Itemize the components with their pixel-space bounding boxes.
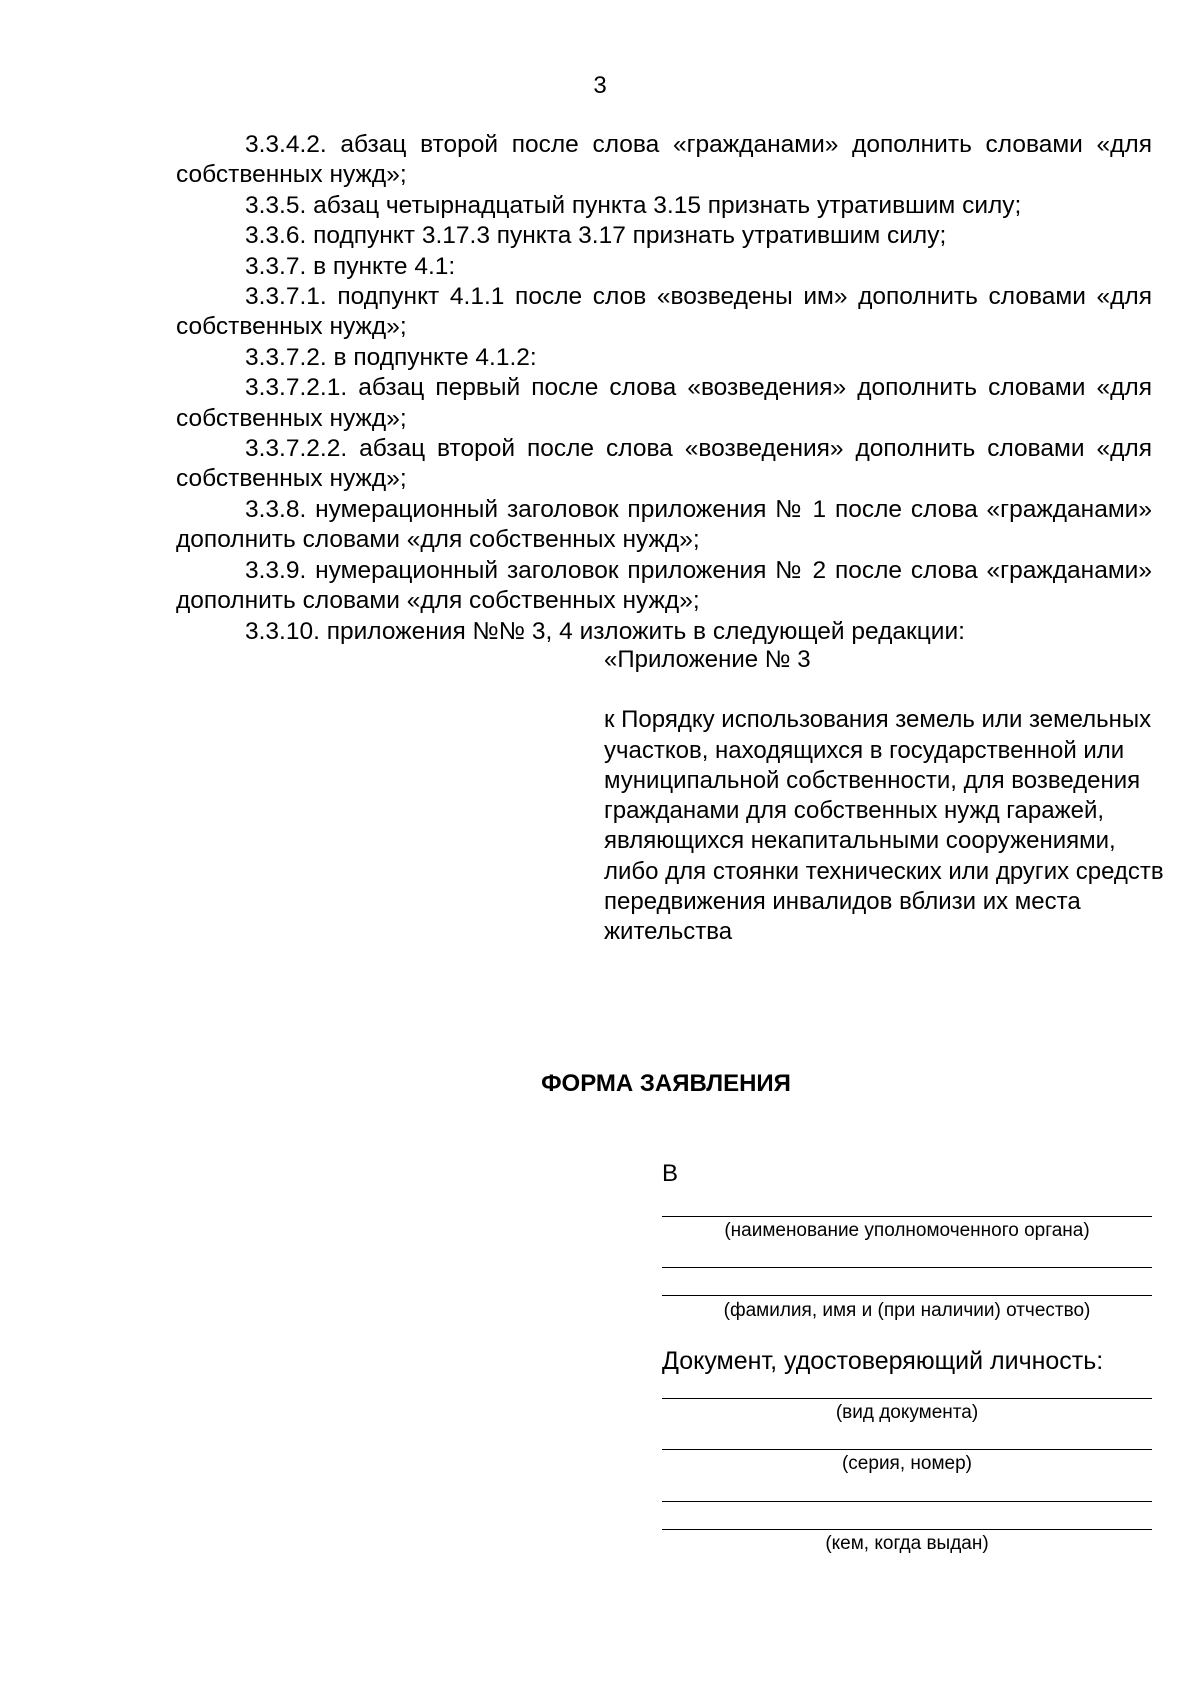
paragraph-3-3-5: 3.3.5. абзац четырнадцатый пункта 3.15 признать утратившим силу; (245, 191, 1022, 219)
identity-document-label: Документ, удостоверяющий личность: (662, 1347, 1104, 1375)
paragraph-3-3-6: 3.3.6. подпункт 3.17.3 пункта 3.17 признать утратившим силу; (245, 222, 947, 250)
to-label: В (662, 1160, 679, 1187)
paragraph-3-3-7: 3.3.7. в пункте 4.1: (245, 252, 456, 280)
series-caption: (серия, номер) (841, 1453, 972, 1474)
appendix-title: «Приложение № 3 (604, 646, 811, 673)
amendments-text (176, 130, 1152, 647)
authority-caption: (наименование уполномоченного органа) (724, 1220, 1090, 1241)
authority-field-line[interactable] (662, 1216, 1152, 1217)
paragraph-3-3-4-2: 3.3.4.2. абзац второй после слова «гражданами» дополнить словами «для собственных нужд»; (176, 131, 1152, 189)
paragraph-3-3-8: 3.3.8. нумерационный заголовок приложения № 1 после слова «гражданами» дополнить словами «для собственных нужд»; (176, 495, 1152, 554)
paragraph-3-3-9: 3.3.9. нумерационный заголовок приложения № 2 после слова «гражданами» дополнить словами «для собственных нужд»; (176, 556, 1152, 615)
paragraph-3-3-7-2-2: 3.3.7.2.2. абзац второй после слова «возведения» дополнить словами «для собственных нужд»; (176, 435, 1152, 493)
paragraph-3-3-10: 3.3.10. приложения №№ 3, 4 изложить в следующей редакции: (245, 617, 965, 645)
paragraph-3-3-7-2-1: 3.3.7.2.1. абзац первый после слова «возведения» дополнить словами «для собственных нужд»; (176, 374, 1152, 432)
doc-type-caption: (вид документа) (835, 1402, 979, 1423)
issued-field-line-1[interactable] (662, 1501, 1152, 1502)
series-field-line[interactable] (662, 1449, 1152, 1450)
appendix-description: к Порядку использования земель или земельных участков, находящихся в государственной или муниципальной собственности, для возведения гражданами для собственных нужд гаражей, являющихся некапитальными сооружениями, либо для стоянки технических или других средств передвижения инвалидов вблизи их места жительства (604, 706, 1164, 946)
doc-type-field-line[interactable] (662, 1398, 1152, 1399)
name-field-line-2[interactable] (662, 1295, 1152, 1296)
issued-caption: (кем, когда выдан) (825, 1533, 989, 1554)
form-title: ФОРМА ЗАЯВЛЕНИЯ (541, 1070, 791, 1097)
appendix-header (604, 645, 1164, 948)
paragraph-3-3-7-1: 3.3.7.1. подпункт 4.1.1 после слов «возведены им» дополнить словами «для собственных нужд»; (176, 283, 1152, 341)
issued-field-line-2[interactable] (662, 1529, 1152, 1530)
paragraph-3-3-7-2: 3.3.7.2. в подпункте 4.1.2: (245, 343, 537, 371)
name-field-line-1[interactable] (662, 1267, 1152, 1268)
name-caption: (фамилия, имя и (при наличии) отчество) (723, 1300, 1091, 1321)
page-number: 3 (593, 72, 607, 99)
